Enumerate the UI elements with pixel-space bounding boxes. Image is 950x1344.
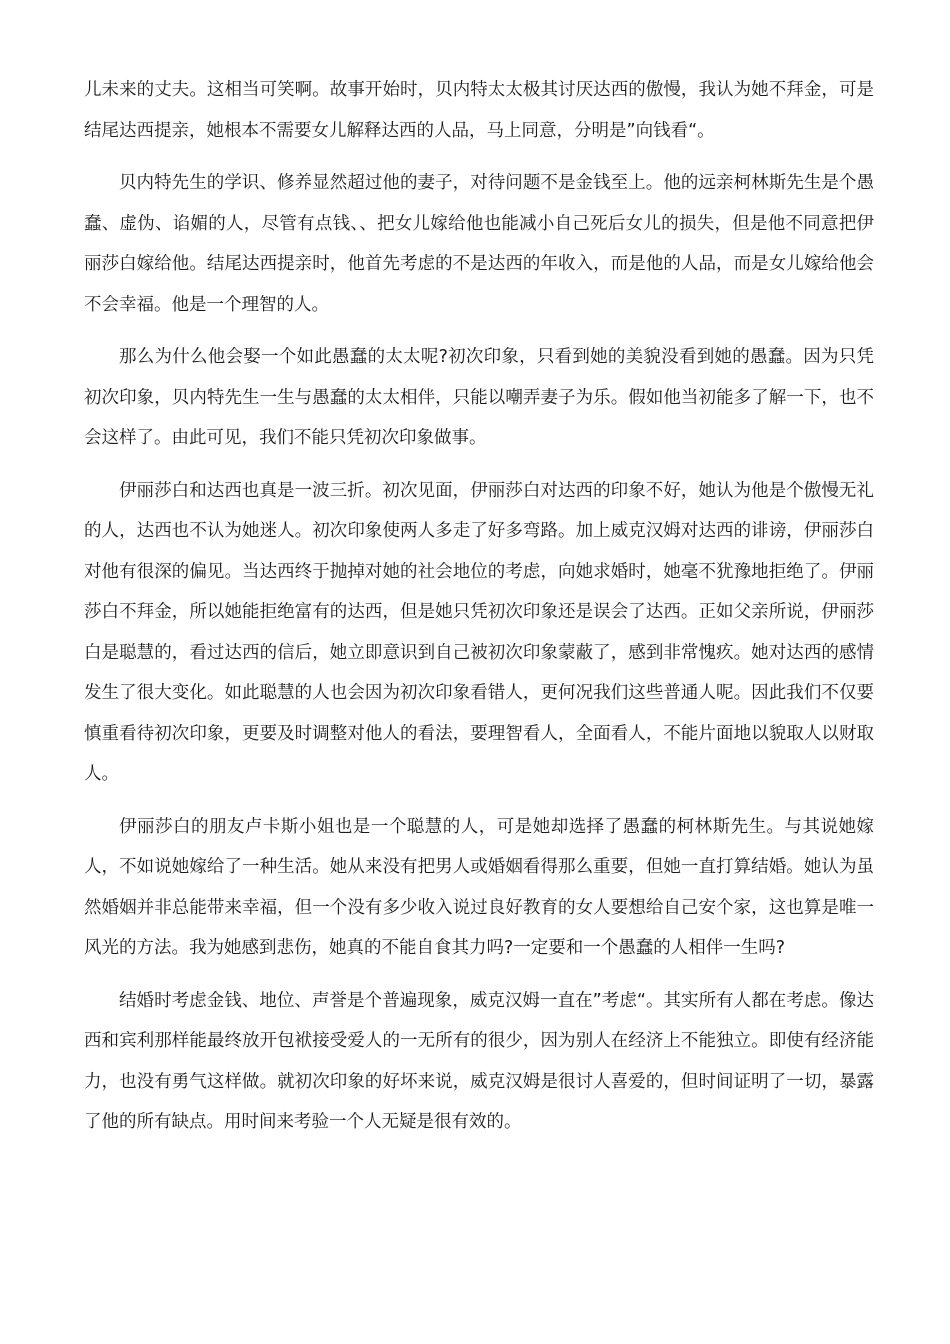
paragraph-4: 伊丽莎白和达西也真是一波三折。初次见面，伊丽莎白对达西的印象不好，她认为他是个傲慢无礼的人，达西也不认为她迷人。初次印象使两人多走了好多弯路。加上威克汉姆对达西的诽谤，伊丽莎白对他有很深的偏见。当达西终于抛掉对她的社会地位的考虑，向她求婚时，她毫不犹豫地拒绝了。伊丽莎白不拜金，所以她能拒绝富有的达西，但是她只凭初次印象还是误会了达西。正如父亲所说，伊丽莎白是聪慧的，看过达西的信后，她立即意识到自己被初次印象蒙蔽了，感到非常愧疚。她对达西的感情发生了很大变化。如此聪慧的人也会因为初次印象看错人，更何况我们这些普通人呢。因此我们不仅要慎重看待初次印象，更要及时调整对他人的看法，要理智看人，全面看人，不能片面地以貌取人以财取人。 [84, 480, 874, 784]
paragraph-1: 儿未来的丈夫。这相当可笑啊。故事开始时，贝内特太太极其讨厌达西的傲慢，我认为她不拜金，可是结尾达西提亲，她根本不需要女儿解释达西的人品，马上同意，分明是”向钱看“。 [84, 80, 874, 141]
paragraph-2: 贝内特先生的学识、修养显然超过他的妻子，对待问题不是金钱至上。他的远亲柯林斯先生是个愚蠢、虚伪、谄媚的人，尽管有点钱、、把女儿嫁给他也能减小自己死后女儿的损失，但是他不同意把伊丽莎白嫁给他。结尾达西提亲时，他首先考虑的不是达西的年收入，而是他的人品，而是女儿嫁给他会不会幸福。他是一个理智的人。 [84, 173, 874, 315]
document-page [84, 70, 874, 1143]
paragraph-5: 伊丽莎白的朋友卢卡斯小姐也是一个聪慧的人，可是她却选择了愚蠢的柯林斯先生。与其说她嫁人，不如说她嫁给了一种生活。她从来没有把男人或婚姻看得那么重要，但她一直打算结婚。她认为虽然婚姻并非总能带来幸福，但一个没有多少收入说过良好教育的女人要想给自己安个家，这也算是唯一风光的方法。我为她感到悲伤，她真的不能自食其力吗?一定要和一个愚蠢的人相伴一生吗? [84, 816, 874, 958]
paragraph-3: 那么为什么他会娶一个如此愚蠢的太太呢?初次印象，只看到她的美貌没看到她的愚蠢。因为只凭初次印象，贝内特先生一生与愚蠢的太太相伴，只能以嘲弄妻子为乐。假如他当初能多了解一下，也不会这样了。由此可见，我们不能只凭初次印象做事。 [84, 347, 874, 448]
paragraph-6: 结婚时考虑金钱、地位、声誉是个普遍现象，威克汉姆一直在”考虑“。其实所有人都在考虑。像达西和宾利那样能最终放开包袱接受爱人的一无所有的很少，因为别人在经济上不能独立。即使有经济能力，也没有勇气这样做。就初次印象的好坏来说，威克汉姆是很讨人喜爱的，但时间证明了一切，暴露了他的所有缺点。用时间来考验一个人无疑是很有效的。 [84, 990, 874, 1132]
